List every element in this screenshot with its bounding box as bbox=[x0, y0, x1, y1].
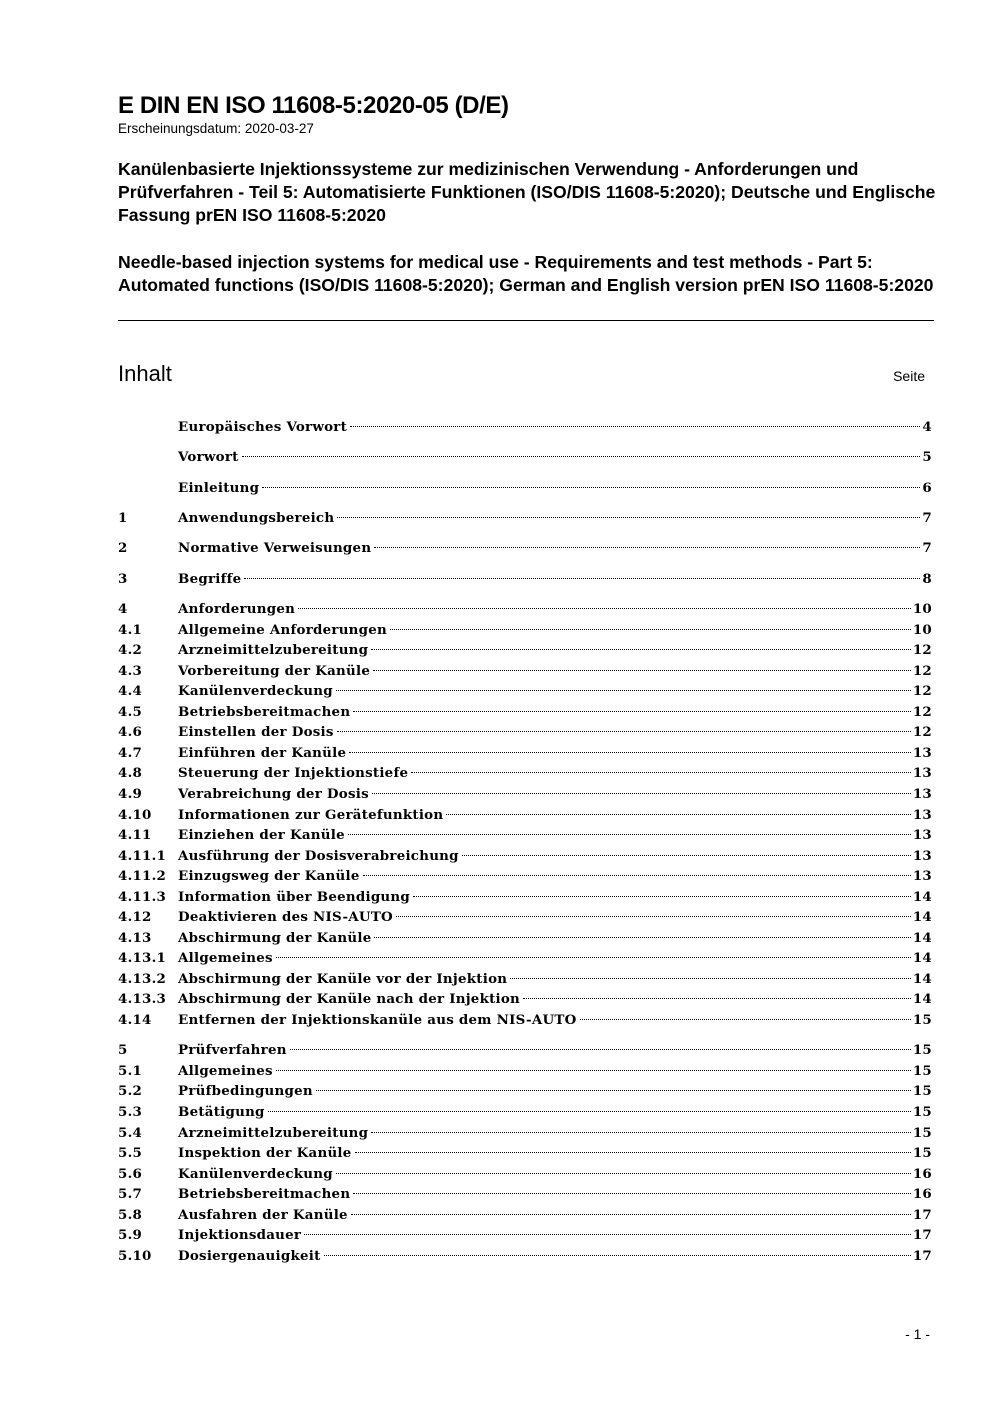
toc-entry[interactable] bbox=[118, 825, 932, 846]
toc-entry-page: 14 bbox=[912, 950, 932, 967]
toc-entry[interactable] bbox=[118, 538, 932, 559]
toc-entry-title: Einleitung bbox=[178, 479, 260, 496]
toc-entry[interactable] bbox=[118, 1143, 932, 1164]
toc-entry-page: 16 bbox=[912, 1186, 932, 1203]
toc-entry-page: 13 bbox=[912, 806, 932, 823]
toc-entry[interactable] bbox=[118, 661, 932, 682]
toc-entry-number: 4.8 bbox=[118, 765, 143, 782]
toc-entry-number: 4.1 bbox=[118, 621, 143, 638]
toc-entry-title: Information über Beendigung bbox=[178, 888, 411, 905]
toc-entry-number: 5.2 bbox=[118, 1083, 143, 1100]
toc-dot-leader bbox=[316, 1090, 911, 1091]
toc-entry[interactable] bbox=[118, 763, 932, 784]
toc-entry-title: Begriffe bbox=[178, 570, 242, 587]
toc-entry-page: 17 bbox=[912, 1206, 932, 1223]
toc-entry-title: Injektionsdauer bbox=[178, 1227, 302, 1244]
toc-dot-leader bbox=[351, 1214, 911, 1215]
toc-entry-title: Ausfahren der Kanüle bbox=[178, 1206, 348, 1223]
toc-entry[interactable] bbox=[118, 928, 932, 949]
toc-entry-page: 12 bbox=[912, 703, 932, 720]
toc-entry-page: 16 bbox=[912, 1165, 932, 1182]
toc-entry-title: Verabreichung der Dosis bbox=[178, 785, 369, 802]
toc-entry[interactable] bbox=[118, 681, 932, 702]
toc-entry-title: Deaktivieren des NIS-AUTO bbox=[178, 909, 393, 926]
toc-entry-number: 4.13.1 bbox=[118, 950, 167, 967]
toc-dot-leader bbox=[276, 1070, 911, 1071]
document-id: E DIN EN ISO 11608-5:2020-05 (D/E) bbox=[118, 92, 509, 119]
toc-entry-number: 4.4 bbox=[118, 683, 143, 700]
toc-entry-title: Allgemeines bbox=[178, 950, 273, 967]
toc-dot-leader bbox=[244, 578, 920, 579]
toc-entry[interactable] bbox=[118, 784, 932, 805]
toc-entry[interactable] bbox=[118, 887, 932, 908]
toc-entry-number: 4.13 bbox=[118, 929, 152, 946]
toc-entry-page: 17 bbox=[912, 1227, 932, 1244]
toc-entry-number: 3 bbox=[118, 570, 128, 587]
toc-entry-page: 14 bbox=[912, 991, 932, 1008]
toc-entry-page: 14 bbox=[912, 888, 932, 905]
toc-dot-leader bbox=[336, 690, 911, 691]
toc-entry-title: Kanülenverdeckung bbox=[178, 683, 333, 700]
toc-entry[interactable] bbox=[118, 948, 932, 969]
toc-entry-number: 5.10 bbox=[118, 1247, 152, 1264]
toc-dot-leader bbox=[371, 649, 911, 650]
toc-entry-number: 4.6 bbox=[118, 724, 143, 741]
toc-entry-number: 5.8 bbox=[118, 1206, 143, 1223]
toc-entry[interactable] bbox=[118, 599, 932, 620]
toc-page-column-label: Seite bbox=[893, 368, 925, 384]
toc-entry-page: 14 bbox=[912, 929, 932, 946]
toc-dot-leader bbox=[355, 1152, 911, 1153]
toc-entry-number: 5.7 bbox=[118, 1186, 143, 1203]
toc-entry-page: 10 bbox=[912, 601, 932, 618]
toc-dot-leader bbox=[262, 487, 920, 488]
toc-entry-page: 15 bbox=[912, 1042, 932, 1059]
toc-entry-number: 4.11 bbox=[118, 827, 152, 844]
toc-entry[interactable] bbox=[118, 478, 932, 499]
toc-entry-page: 14 bbox=[912, 909, 932, 926]
toc-entry[interactable] bbox=[118, 805, 932, 826]
toc-entry-page: 15 bbox=[912, 1083, 932, 1100]
page-number: - 1 - bbox=[905, 1326, 930, 1342]
toc-entry[interactable] bbox=[118, 1081, 932, 1102]
toc-entry-number: 2 bbox=[118, 540, 128, 557]
toc-entry-title: Einzugsweg der Kanüle bbox=[178, 868, 360, 885]
toc-dot-leader bbox=[337, 517, 920, 518]
toc-entry-page: 17 bbox=[912, 1247, 932, 1264]
toc-entry-number: 5.1 bbox=[118, 1062, 143, 1079]
toc-dot-leader bbox=[349, 752, 911, 753]
toc-dot-leader bbox=[523, 998, 911, 999]
toc-entry-title: Arzneimittelzubereitung bbox=[178, 642, 369, 659]
toc-entry-page: 5 bbox=[922, 449, 932, 466]
toc-dot-leader bbox=[304, 1234, 911, 1235]
toc-entry-number: 4.2 bbox=[118, 642, 143, 659]
toc-entry-title: Dosiergenauigkeit bbox=[178, 1247, 321, 1264]
toc-entry[interactable] bbox=[118, 1246, 932, 1267]
toc-entry-title: Kanülenverdeckung bbox=[178, 1165, 333, 1182]
toc-entry-number: 4.11.2 bbox=[118, 868, 167, 885]
toc-dot-leader bbox=[411, 772, 911, 773]
toc-entry-number: 4.11.3 bbox=[118, 888, 167, 905]
toc-entry-number: 1 bbox=[118, 510, 128, 527]
toc-entry-number: 4.7 bbox=[118, 744, 143, 761]
toc-entry-number: 4.13.3 bbox=[118, 991, 167, 1008]
toc-entry[interactable] bbox=[118, 1205, 932, 1226]
toc-entry-page: 13 bbox=[912, 765, 932, 782]
toc-dot-leader bbox=[462, 855, 911, 856]
toc-heading: Inhalt bbox=[118, 361, 172, 386]
toc-dot-leader bbox=[242, 456, 921, 457]
toc-dot-leader bbox=[350, 426, 920, 427]
toc-entry-title: Prüfverfahren bbox=[178, 1042, 287, 1059]
toc-entry-title: Prüfbedingungen bbox=[178, 1083, 313, 1100]
toc-entry-title: Europäisches Vorwort bbox=[178, 419, 348, 435]
toc-entry[interactable] bbox=[118, 907, 932, 928]
toc-entry[interactable] bbox=[118, 1102, 932, 1123]
toc-entry-title: Vorwort bbox=[178, 449, 239, 466]
toc-entry-title: Abschirmung der Kanüle nach der Injektion bbox=[178, 991, 521, 1008]
toc-entry-title: Betätigung bbox=[178, 1103, 265, 1120]
toc-entry-page: 10 bbox=[912, 621, 932, 638]
toc-entry[interactable] bbox=[118, 743, 932, 764]
toc-entry-number: 5.9 bbox=[118, 1227, 143, 1244]
toc-entry[interactable] bbox=[118, 1010, 932, 1031]
toc-dot-leader bbox=[374, 937, 910, 938]
toc-entry-page: 12 bbox=[912, 724, 932, 741]
toc-entry-title: Vorbereitung der Kanüle bbox=[178, 662, 371, 679]
toc-entry[interactable] bbox=[118, 1184, 932, 1205]
toc-entry-title: Entfernen der Injektionskanüle aus dem NIS-AUTO bbox=[178, 1012, 577, 1028]
title-english: Needle-based injection systems for medical use - Requirements and test methods - Part 5: Automated functions (ISO/DIS 11608-5:2020); German and English version prEN ISO 11608-5:2020 bbox=[118, 252, 934, 295]
toc-entry-title: Einziehen der Kanüle bbox=[178, 827, 345, 844]
toc-entry-title: Ausführung der Dosisverabreichung bbox=[178, 847, 459, 864]
toc-dot-leader bbox=[580, 1019, 911, 1020]
toc-entry-number: 4.10 bbox=[118, 806, 152, 823]
toc-entry-number: 4.9 bbox=[118, 785, 143, 802]
toc-entry-page: 6 bbox=[922, 479, 932, 496]
toc-entry-number: 5.3 bbox=[118, 1103, 143, 1120]
toc-entry[interactable] bbox=[118, 866, 932, 887]
toc-entry-page: 15 bbox=[912, 1124, 932, 1141]
toc-entry-number: 5.4 bbox=[118, 1124, 143, 1141]
toc-entry[interactable] bbox=[118, 417, 932, 438]
toc-entry-page: 13 bbox=[912, 868, 932, 885]
toc-entry-title: Abschirmung der Kanüle bbox=[178, 929, 372, 946]
table-of-contents bbox=[118, 417, 932, 1266]
toc-entry-number: 4.13.2 bbox=[118, 970, 167, 987]
toc-entry[interactable] bbox=[118, 989, 932, 1010]
toc-entry[interactable] bbox=[118, 1061, 932, 1082]
toc-dot-leader bbox=[373, 670, 911, 671]
toc-entry-number: 4.12 bbox=[118, 909, 152, 926]
toc-dot-leader bbox=[446, 814, 911, 815]
toc-dot-leader bbox=[348, 834, 911, 835]
toc-dot-leader bbox=[372, 793, 911, 794]
toc-dot-leader bbox=[324, 1255, 911, 1256]
toc-entry[interactable] bbox=[118, 1225, 932, 1246]
toc-entry-title: Arzneimittelzubereitung bbox=[178, 1124, 369, 1141]
toc-entry-number: 5 bbox=[118, 1042, 128, 1059]
toc-dot-leader bbox=[363, 875, 911, 876]
toc-dot-leader bbox=[510, 978, 911, 979]
toc-dot-leader bbox=[268, 1111, 911, 1112]
toc-dot-leader bbox=[336, 1173, 911, 1174]
toc-entry-number: 4.14 bbox=[118, 1012, 152, 1028]
toc-entry-page: 13 bbox=[912, 847, 932, 864]
toc-dot-leader bbox=[390, 629, 911, 630]
toc-entry-page: 13 bbox=[912, 785, 932, 802]
toc-dot-leader bbox=[353, 711, 911, 712]
toc-entry-title: Abschirmung der Kanüle vor der Injektion bbox=[178, 970, 508, 987]
toc-dot-leader bbox=[276, 957, 911, 958]
toc-entry[interactable] bbox=[118, 969, 932, 990]
publication-date: Erscheinungsdatum: 2020-03-27 bbox=[118, 121, 314, 136]
toc-dot-leader bbox=[290, 1049, 911, 1050]
toc-dot-leader bbox=[396, 916, 911, 917]
toc-entry-page: 12 bbox=[912, 662, 932, 679]
toc-entry[interactable] bbox=[118, 1123, 932, 1144]
toc-entry-page: 12 bbox=[912, 683, 932, 700]
title-german: Kanülenbasierte Injektionssysteme zur medizinischen Verwendung - Anforderungen und Prüfverfahren - Teil 5: Automatisierte Funktionen (ISO/DIS 11608-5:2020); Deutsche und Englische Fassung prEN ISO 11608-5:2020 bbox=[118, 159, 936, 225]
toc-entry-page: 15 bbox=[912, 1062, 932, 1079]
toc-dot-leader bbox=[374, 547, 920, 548]
toc-entry[interactable] bbox=[118, 447, 932, 468]
toc-entry-title: Betriebsbereitmachen bbox=[178, 703, 351, 720]
toc-entry-title: Informationen zur Gerätefunktion bbox=[178, 806, 444, 823]
toc-entry[interactable] bbox=[118, 620, 932, 641]
toc-entry[interactable] bbox=[118, 508, 932, 529]
toc-entry-title: Allgemeine Anforderungen bbox=[178, 621, 388, 638]
toc-entry-title: Anwendungsbereich bbox=[178, 510, 335, 527]
toc-entry[interactable] bbox=[118, 640, 932, 661]
toc-entry-title: Einführen der Kanüle bbox=[178, 744, 347, 761]
toc-entry-title: Steuerung der Injektionstiefe bbox=[178, 765, 409, 782]
toc-entry-page: 15 bbox=[912, 1103, 932, 1120]
toc-entry[interactable] bbox=[118, 569, 932, 590]
toc-entry-page: 13 bbox=[912, 827, 932, 844]
toc-entry[interactable] bbox=[118, 1040, 932, 1061]
toc-entry-page: 4 bbox=[922, 419, 932, 435]
toc-entry-page: 15 bbox=[912, 1012, 932, 1028]
toc-entry-page: 7 bbox=[922, 540, 932, 557]
toc-entry-title: Betriebsbereitmachen bbox=[178, 1186, 351, 1203]
toc-entry[interactable] bbox=[118, 846, 932, 867]
toc-dot-leader bbox=[337, 731, 911, 732]
toc-entry[interactable] bbox=[118, 722, 932, 743]
toc-entry-page: 13 bbox=[912, 744, 932, 761]
toc-entry-page: 15 bbox=[912, 1145, 932, 1162]
toc-entry-title: Inspektion der Kanüle bbox=[178, 1145, 352, 1162]
toc-dot-leader bbox=[371, 1132, 911, 1133]
toc-entry-page: 7 bbox=[922, 510, 932, 527]
toc-entry-number: 4.3 bbox=[118, 662, 143, 679]
toc-entry[interactable] bbox=[118, 1164, 932, 1185]
toc-entry-title: Anforderungen bbox=[178, 601, 296, 618]
toc-entry-title: Normative Verweisungen bbox=[178, 540, 372, 557]
toc-entry-number: 4 bbox=[118, 601, 128, 618]
toc-entry-title: Einstellen der Dosis bbox=[178, 724, 334, 741]
toc-entry-number: 5.6 bbox=[118, 1165, 143, 1182]
toc-dot-leader bbox=[353, 1193, 911, 1194]
toc-entry-number: 4.11.1 bbox=[118, 847, 167, 864]
toc-entry-number: 4.5 bbox=[118, 703, 143, 720]
toc-dot-leader bbox=[413, 896, 911, 897]
toc-entry-title: Allgemeines bbox=[178, 1062, 273, 1079]
toc-entry-page: 8 bbox=[922, 570, 932, 587]
toc-entry-page: 14 bbox=[912, 970, 932, 987]
title-divider bbox=[118, 320, 934, 321]
toc-entry-page: 12 bbox=[912, 642, 932, 659]
toc-entry-number: 5.5 bbox=[118, 1145, 143, 1162]
toc-dot-leader bbox=[298, 608, 911, 609]
toc-entry[interactable] bbox=[118, 702, 932, 723]
